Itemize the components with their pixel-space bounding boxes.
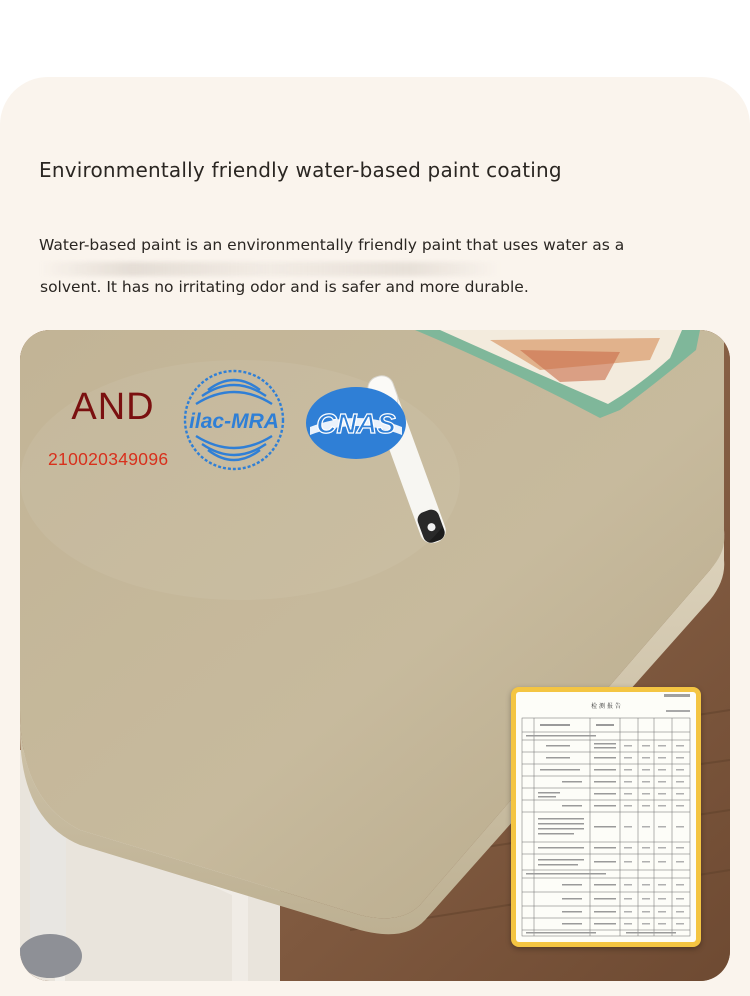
ilac-mra-logo [182, 368, 286, 472]
test-report-card [511, 687, 701, 947]
page-heading: Environmentally friendly water-based paint coating [39, 158, 562, 182]
text-smear [40, 262, 500, 276]
description-line-1: Water-based paint is an environmentally friendly paint that uses water as a [39, 236, 625, 254]
description-line-2: solvent. It has no irritating odor and is safer and more durable. [40, 278, 529, 296]
certification-number: 210020349096 [48, 449, 169, 469]
cnas-logo [302, 383, 410, 463]
test-report-table [516, 692, 696, 942]
test-report-paper [516, 692, 696, 942]
certification-label: AND [71, 386, 155, 428]
ilac-mra-text: ilac-MRA [189, 410, 279, 433]
cnas-text: CNAS [316, 408, 396, 439]
test-report-title: 检 测 报 告 [591, 703, 621, 710]
